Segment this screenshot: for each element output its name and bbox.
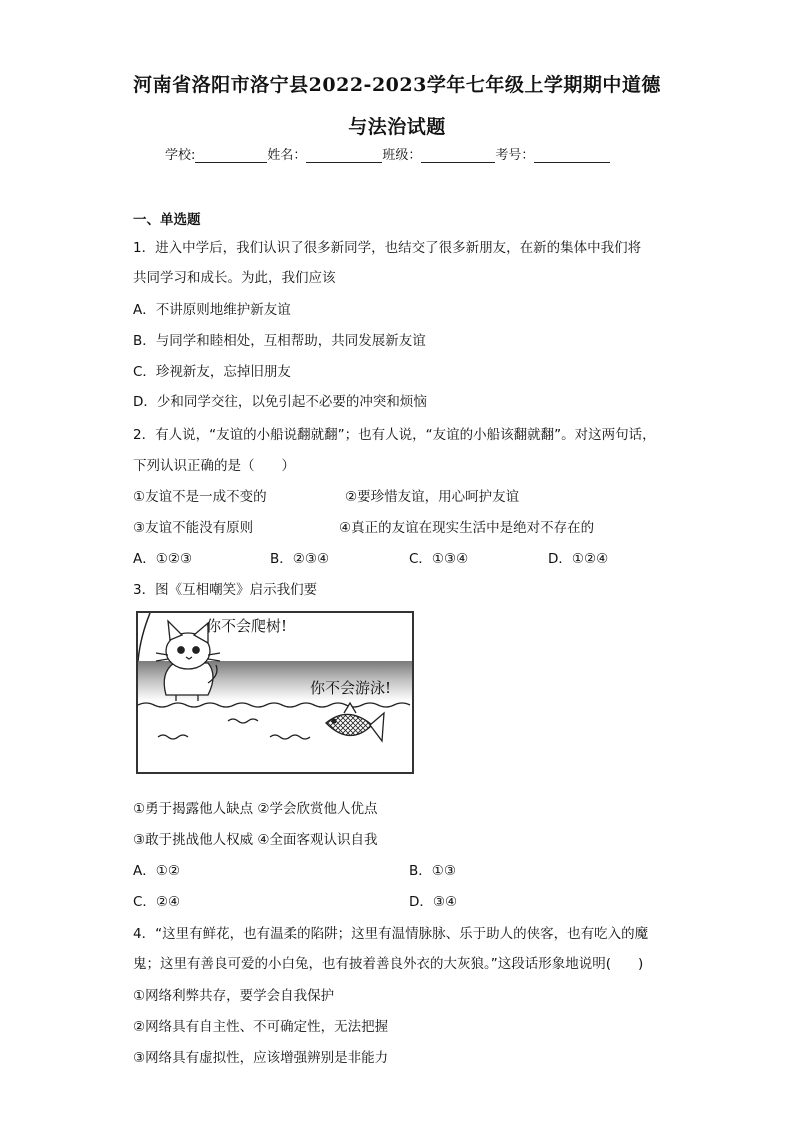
q2-statement-4: ④真正的友谊在现实生活中是绝对不存在的	[339, 520, 595, 536]
q2-statement-3: ③友谊不能没有原则	[133, 520, 254, 536]
exam-title-line2: 与法治试题	[348, 116, 446, 138]
class-label: 班级：	[382, 148, 422, 163]
q3-option-d[interactable]: D．③④	[409, 894, 458, 910]
number-label: 考号：	[495, 148, 535, 163]
q3-option-a[interactable]: A．①②	[133, 863, 180, 879]
q1-option-a[interactable]: A．不讲原则地维护新友谊	[133, 302, 291, 318]
number-blank[interactable]	[534, 149, 610, 163]
comic-drawing	[138, 613, 412, 772]
q4-statement-3: ③网络具有虚拟性，应该增强辨别是非能力	[133, 1050, 389, 1066]
student-info-row	[165, 144, 610, 163]
q2-option-b[interactable]: B．②③④	[270, 551, 330, 567]
tree-edge-icon	[138, 613, 150, 661]
q2-stem-line2: 下列认识正确的是（ ）	[133, 458, 295, 474]
q3-option-b[interactable]: B．①③	[409, 863, 456, 879]
fish-speech: 你不会游泳!	[310, 679, 392, 697]
fish-icon	[326, 703, 384, 741]
water-surface-icon	[138, 703, 410, 707]
q4-stem-line2: 鬼；这里有善良可爱的小白兔，也有披着善良外衣的大灰狼。”这段话形象地说明( )	[133, 956, 644, 972]
cat-speech: 你不会爬树!	[206, 617, 288, 635]
exam-title-line1: 河南省洛阳市洛宁县2022-2023学年七年级上学期期中道德	[133, 74, 661, 96]
q1-option-b[interactable]: B．与同学和睦相处，互相帮助，共同发展新友谊	[133, 333, 426, 349]
q2-option-a[interactable]: A．①②③	[133, 551, 193, 567]
q2-statement-2: ②要珍惜友谊，用心呵护友谊	[345, 489, 520, 505]
comic-illustration	[136, 611, 414, 774]
q4-statement-1: ①网络利弊共存，要学会自我保护	[133, 988, 335, 1004]
class-blank[interactable]	[421, 149, 495, 163]
q1-option-d[interactable]: D．少和同学交往，以免引起不必要的冲突和烦恼	[133, 394, 427, 410]
q1-stem-line1: 1．进入中学后，我们认识了很多新同学，也结交了很多新朋友，在新的集体中我们将	[133, 240, 642, 256]
q3-stem: 3．图《互相嘲笑》启示我们要	[133, 582, 318, 598]
section-heading: 一、单选题	[133, 212, 201, 228]
q2-stem-line1: 2．有人说，“友谊的小船说翻就翻”；也有人说，“友谊的小船该翻就翻”。对这两句话，	[133, 427, 656, 443]
name-label: 姓名：	[267, 148, 307, 163]
q4-stem-line1: 4．“这里有鲜花，也有温柔的陷阱；这里有温情脉脉、乐于助人的侠客，也有吃入的魔	[133, 926, 649, 942]
q2-statement-1: ①友谊不是一成不变的	[133, 489, 267, 505]
wave-marks-icon	[158, 719, 310, 739]
q3-statements-1-2: ①勇于揭露他人缺点 ②学会欣赏他人优点	[133, 801, 378, 817]
q2-option-c[interactable]: C．①③④	[409, 551, 469, 567]
q1-stem-line2: 共同学习和成长。为此，我们应该	[133, 270, 336, 286]
q3-statements-3-4: ③敢于挑战他人权威 ④全面客观认识自我	[133, 832, 378, 848]
q1-option-c[interactable]: C．珍视新友，忘掉旧朋友	[133, 364, 291, 380]
q4-statement-2: ②网络具有自主性、不可确定性，无法把握	[133, 1019, 389, 1035]
school-label: 学校:	[165, 148, 196, 163]
school-blank[interactable]	[195, 149, 267, 163]
q2-option-d[interactable]: D．①②④	[548, 551, 609, 567]
q3-option-c[interactable]: C．②④	[133, 894, 181, 910]
name-blank[interactable]	[306, 149, 382, 163]
